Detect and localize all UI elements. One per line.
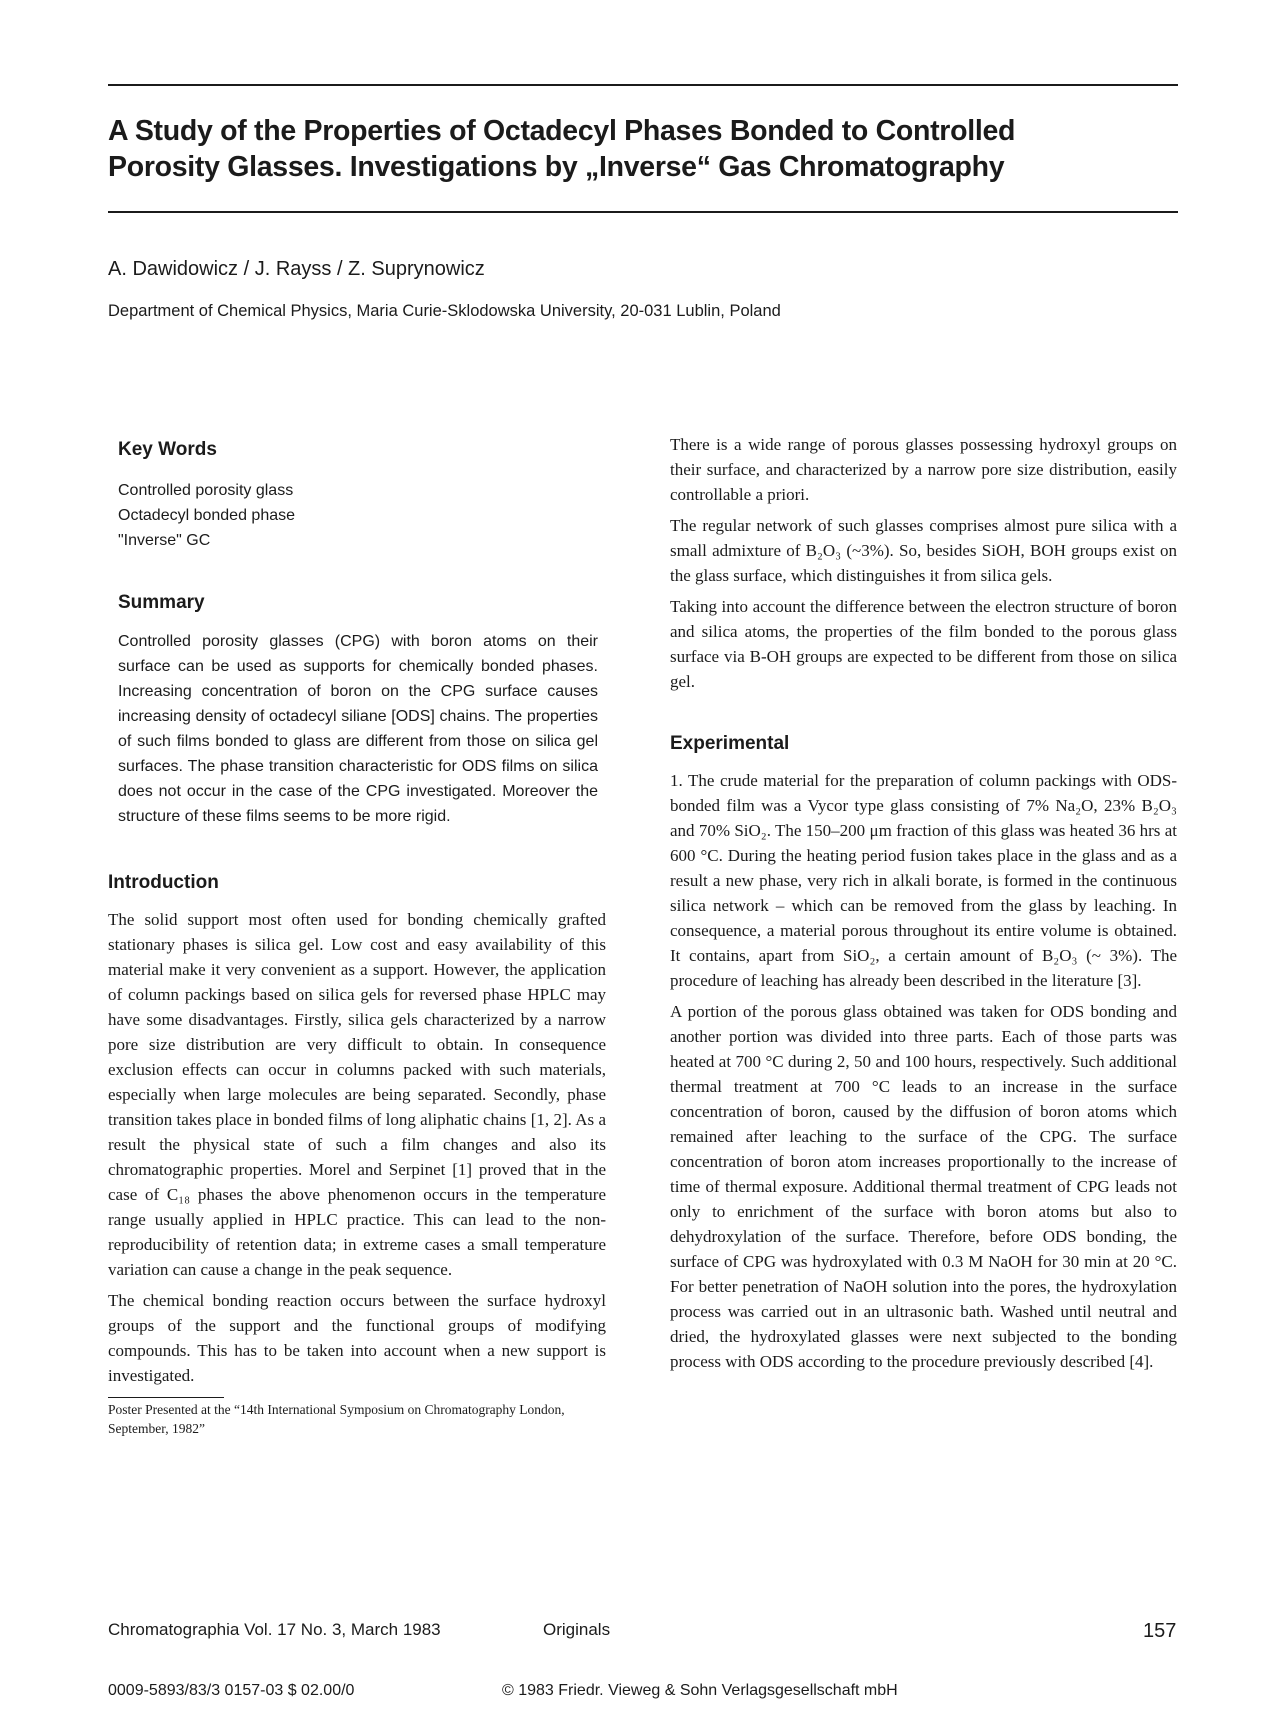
- article-title: [108, 113, 1108, 185]
- title-line-1: A Study of the Properties of Octadecyl Phases Bonded to Controlled: [108, 115, 1016, 147]
- key-word-item: Controlled porosity glass: [118, 482, 294, 499]
- introduction-paragraph: The chemical bonding reaction occurs between the surface hydroxyl groups of the support and the functional groups of modifying compounds. This has to be taken into account when a new support is investigated.: [108, 1291, 606, 1385]
- affiliation: Department of Chemical Physics, Maria Curie-Sklodowska University, 20-031 Lublin, Poland: [108, 302, 781, 320]
- summary-text: Controlled porosity glasses (CPG) with boron atoms on their surface can be used as supports for chemically bonded phases. Increasing concentration of boron on the CPG surface causes increasing density of octadecyl siliane [ODS] chains. The properties of such films bonded to glass are different from those on silica gel surfaces. The phase transition characteristic for ODS films on silica does not occur in the case of the CPG investigated. Moreover the structure of these films seems to be more rigid.: [118, 633, 598, 825]
- key-word-item: Octadecyl bonded phase: [118, 507, 296, 524]
- introduction-heading: Introduction: [108, 872, 219, 893]
- page-number: 157: [1143, 1620, 1177, 1642]
- title-line-2: Porosity Glasses. Investigations by „Inverse“ Gas Chromatography: [108, 151, 1005, 183]
- summary-heading: Summary: [118, 592, 205, 613]
- top-rule: [108, 84, 1178, 86]
- footer-code: 0009-5893/83/3 0157-03 $ 02.00/0: [108, 1682, 355, 1699]
- left-column: [108, 438, 606, 1438]
- footnote: Poster Presented at the “14th International Symposium on Chromatography London, September, 1982”: [108, 1398, 606, 1438]
- body-paragraph: The regular network of such glasses comprises almost pure silica with a small admixture of B₂O₃ (~3%). So, besides SiOH, BOH groups exist on the glass surface, which distinguishes it from silica gels.: [670, 516, 1177, 585]
- introduction-paragraph: The solid support most often used for bonding chemically grafted stationary phases is silica gel. Low cost and easy availability of this material make it very convenient as a support. However, the application of column packings based on silica gels for reversed phase HPLC may have some disadvantages. Firstly, silica gels characterized by a narrow pore size distribution are very difficult to obtain. In consequence exclusion effects can occur in columns packed with such materials, especially when large molecules are being separated. Secondly, phase transition takes place in bonded films of long aliphatic chains [1, 2]. As a result the physical state of such a film changes and also its chromatographic properties. Morel and Serpinet [1] proved that in the case of C₁₈ phases the above phenomenon occurs in the temperature range usually applied in HPLC practice. This can lead to the non-reproducibility of retention data; in extreme cases a small temperature variation can cause a change in the peak sequence.: [108, 910, 606, 1279]
- body-paragraph: Taking into account the difference between the electron structure of boron and silica atoms, the properties of the film bonded to the porous glass surface via B-OH groups are expected to be different from those on silica gel.: [670, 597, 1177, 691]
- body-paragraph: There is a wide range of porous glasses possessing hydroxyl groups on their surface, and characterized by a narrow pore size distribution, easily controllable a priori.: [670, 435, 1177, 504]
- key-words-heading: Key Words: [118, 439, 217, 460]
- summary-section: [108, 591, 606, 829]
- introduction-section: [108, 871, 606, 1438]
- key-words-list: [118, 478, 606, 553]
- experimental-paragraph: 1. The crude material for the preparation of column packings with ODS-bonded film was a Vycor type glass consisting of 7% Na₂O, 23% B₂O₃ and 70% SiO₂. The 150–200 μm fraction of this glass was heated 36 hrs at 600 °C. During the heating period fusion takes place in the glass and as a result a new phase, very rich in alkali borate, is formed in the continuous silica network – which can be removed from the glass by leaching. In consequence, a material porous throughout its entire volume is obtained. It contains, apart from SiO₂, a certain amount of B₂O₃ (~ 3%). The procedure of leaching has already been described in the literature [3].: [670, 771, 1177, 990]
- authors: A. Dawidowicz / J. Rayss / Z. Suprynowicz: [108, 258, 485, 280]
- experimental-heading: Experimental: [670, 733, 790, 754]
- footer-journal: Chromatographia Vol. 17 No. 3, March 1983: [108, 1620, 441, 1639]
- footer-section: Originals: [543, 1620, 611, 1639]
- key-words-section: [108, 438, 606, 553]
- footer-copyright: © 1983 Friedr. Vieweg & Sohn Verlagsgesellschaft mbH: [502, 1682, 898, 1699]
- title-bottom-rule: [108, 211, 1178, 213]
- experimental-paragraph: A portion of the porous glass obtained was taken for ODS bonding and another portion was divided into three parts. Each of those parts was heated at 700 °C during 2, 50 and 100 hours, respectively. Such additional thermal treatment at 700 °C leads to an increase in the surface concentration of boron, caused by the diffusion of boron atoms which remained after leaching to the surface of the CPG. The surface concentration of boron atom increases proportionally to the increase of time of thermal exposure. Additional thermal treatment of CPG leads not only to enrichment of the surface with boron atoms but also to dehydroxylation of the surface. Therefore, before ODS bonding, the surface of CPG was hydroxylated with 0.3 M NaOH for 30 min at 20 °C. For better penetration of NaOH solution into the pores, the hydroxylation process was carried out in an ultrasonic bath. Washed until neutral and dried, the hydroxylated glasses were next subjected to the bonding process with ODS according to the procedure previously described [4].: [670, 1002, 1177, 1371]
- right-column: [670, 432, 1177, 1380]
- key-word-item: "Inverse" GC: [118, 532, 211, 549]
